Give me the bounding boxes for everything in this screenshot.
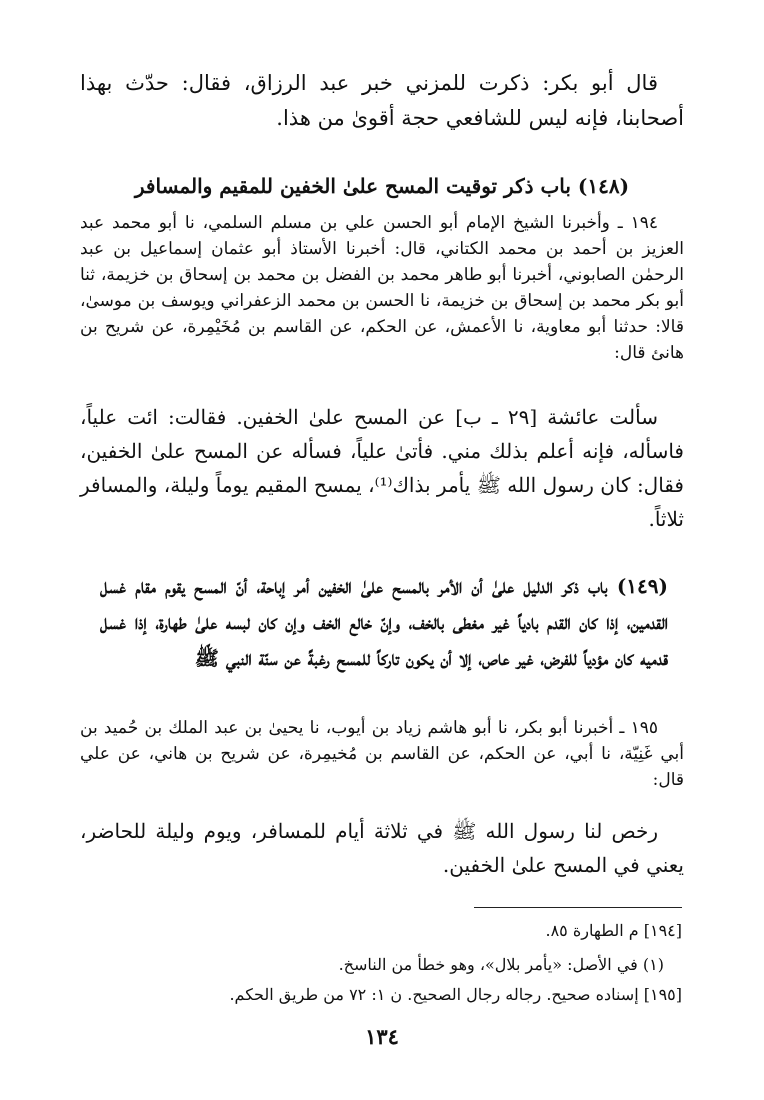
paragraph-intro: قال أبو بكر: ذكرت للمزني خبر عبد الرزاق، فقال: حدّث بهذا أصحابنا، فإنه ليس للشافعي حجة أقوىٰ من هذا. [80, 71, 684, 130]
footnote-1: (١) في الأصل: «يأمر بلال»، وهو خطأ من الناسخ. [338, 955, 664, 974]
chapter-heading-149: (١٤٩) باب ذكر الدليل علىٰ أن الأمر بالمسح علىٰ الخفين أمر إباحة، أنّ المسح يقوم مقام غسل القدمين، إذا كان القدم بادياً غير مغطى بالخف، وإنّ خالع الخف وإن كان لبسه علىٰ طهارة، إذا غسل قدميه كان مؤدياً للفرض، غير عاص، إلا أن يكون تاركاً للمسح رغبةً عن سنّة النبي ﷺ [100, 574, 668, 670]
isnad-194: ١٩٤ ـ وأخبرنا الشيخ الإمام أبو الحسن علي بن مسلم السلمي، نا أبو محمد عبد العزيز بن أحمد بن محمد الكتاني، قال: أخبرنا الأستاذ أبو عثمان إسماعيل بن عبد الرحمٰن الصابوني، أخبرنا أبو طاهر محمد بن الفضل بن محمد بن إسحاق بن خزيمة، ثنا أبو بكر محمد بن إسحاق بن خزيمة، نا الحسن بن محمد الزعفراني ويوسف بن موسىٰ، قالا: حدثنا أبو معاوية، نا الأعمش، عن الحكم، عن القاسم بن مُخَيْمِرة، عن شريح بن هانئ قال: [80, 213, 684, 363]
footnote-194: [١٩٤] م الطهارة ٨٥. [545, 921, 682, 940]
footnote-divider [474, 907, 682, 908]
matn-194: سألت عائشة [٢٩ ـ ب] عن المسح علىٰ الخفين. فقالت: ائت علياً، فاسأله، فإنه أعلم بذلك مني. فأتىٰ علياً، فسأله عن المسح علىٰ الخفين، فقال: كان رسول الله ﷺ يأمر بذاك⁽¹⁾، يمسح المقيم يوماً وليلة، والمسافر ثلاثاً. [80, 405, 684, 531]
chapter-heading-148: (١٤٨) باب ذكر توقيت المسح علىٰ الخفين للمقيم والمسافر [134, 174, 630, 198]
isnad-195: ١٩٥ ـ أخبرنا أبو بكر، نا أبو هاشم زياد بن أيوب، نا يحيىٰ بن عبد الملك بن حُميد بن أبي غَنِيّة، نا أبي، عن الحكم، عن القاسم بن مُخيمِرة، عن شريح بن هاني، عن علي قال: [80, 718, 684, 790]
matn-195: رخص لنا رسول الله ﷺ في ثلاثة أيام للمسافر، ويوم وليلة للحاضر، يعني في المسح علىٰ الخفين. [80, 819, 684, 877]
footnote-195: [١٩٥] إسناده صحيح. رجاله رجال الصحيح. ن ١: ٧٢ من طريق الحكم. [229, 985, 682, 1004]
page-number: ١٣٤ [365, 1024, 399, 1049]
